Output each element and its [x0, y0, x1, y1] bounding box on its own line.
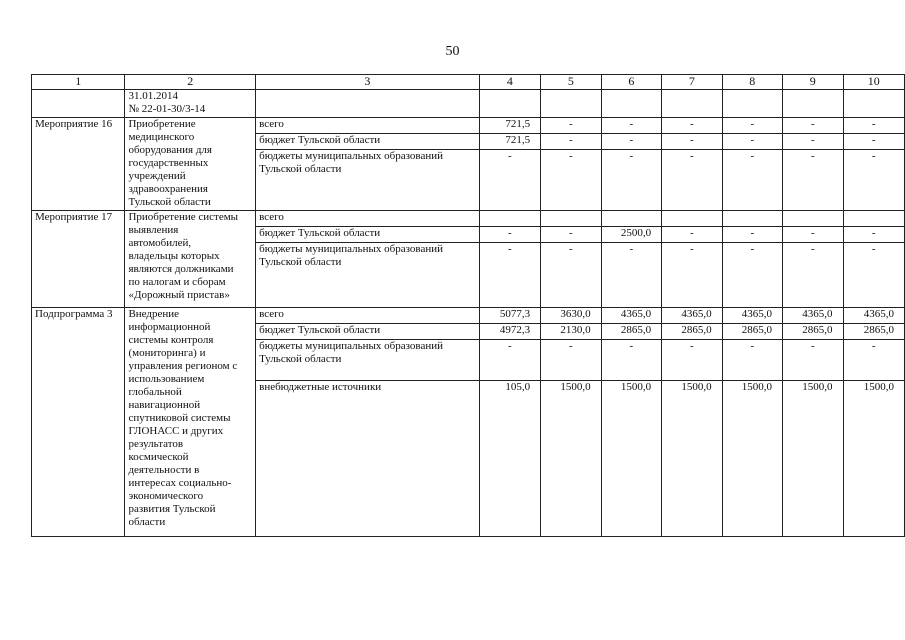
- value-cell-year-4: 5077,3: [479, 308, 540, 324]
- value-cell-year-8: -: [722, 118, 782, 134]
- value-cell-year-8: -: [722, 340, 782, 381]
- funding-source-cell: всего: [256, 118, 480, 134]
- cont-empty-cell: [601, 90, 661, 118]
- header-row: [32, 75, 905, 90]
- group-label-cell: Подпрограмма 3: [32, 308, 125, 537]
- header-cell-1: 1: [32, 75, 125, 90]
- description-line: Внедрение: [128, 308, 180, 320]
- value-cell-year-4: [479, 211, 540, 227]
- description-line: Приобретение: [128, 118, 196, 130]
- value-cell-year-10: -: [843, 150, 904, 211]
- value-cell-year-5: -: [541, 340, 601, 381]
- value-cell-year-4: 4972,3: [479, 324, 540, 340]
- value-cell-year-5: -: [541, 118, 601, 134]
- cont-empty-cell: [783, 90, 843, 118]
- value-cell-year-9: -: [783, 243, 843, 308]
- value-cell-year-8: [722, 211, 782, 227]
- value-cell-year-10: 2865,0: [843, 324, 904, 340]
- budget-table: [31, 74, 905, 537]
- description-line: оборудования для: [128, 144, 212, 156]
- value-cell-year-10: -: [843, 243, 904, 308]
- value-cell-year-5: -: [541, 227, 601, 243]
- value-cell-year-8: 1500,0: [722, 381, 782, 537]
- description-line: использованием: [128, 373, 205, 385]
- cont-empty-cell: [256, 90, 480, 118]
- doc-ref-line: № 22-01-30/3-14: [128, 103, 206, 115]
- description-line: области: [128, 516, 166, 528]
- description-line: владельцы которых: [128, 250, 220, 262]
- value-cell-year-9: [783, 211, 843, 227]
- value-cell-year-5: 3630,0: [541, 308, 601, 324]
- value-cell-year-4: 721,5: [479, 118, 540, 134]
- value-cell-year-4: 721,5: [479, 134, 540, 150]
- value-cell-year-6: 4365,0: [601, 308, 661, 324]
- value-cell-year-7: 2865,0: [662, 324, 722, 340]
- description-line: являются должниками: [128, 263, 234, 275]
- description-line: медицинского: [128, 131, 195, 143]
- value-cell-year-4: -: [479, 227, 540, 243]
- description-line: интересах социально-: [128, 477, 232, 489]
- value-cell-year-4: -: [479, 243, 540, 308]
- cont-doc-ref-cell: [125, 90, 256, 118]
- funding-source-cell: бюджеты муниципальных образований Тульской области: [256, 340, 480, 381]
- value-cell-year-10: -: [843, 134, 904, 150]
- cont-empty-cell: [722, 90, 782, 118]
- value-cell-year-8: -: [722, 134, 782, 150]
- value-cell-year-6: -: [601, 118, 661, 134]
- value-cell-year-9: -: [783, 134, 843, 150]
- description-line: управления регионом с: [128, 360, 238, 372]
- description-line: космической: [128, 451, 189, 463]
- value-cell-year-7: -: [662, 227, 722, 243]
- value-cell-year-9: 2865,0: [783, 324, 843, 340]
- group-description-cell: [125, 211, 256, 308]
- value-cell-year-10: 4365,0: [843, 308, 904, 324]
- description-line: выявления: [128, 224, 179, 236]
- description-line: навигационной: [128, 399, 201, 411]
- description-line: автомобилей,: [128, 237, 192, 249]
- description-line: развития Тульской: [128, 503, 216, 515]
- source-row: [32, 211, 905, 227]
- description-line: здравоохранения: [128, 183, 208, 195]
- value-cell-year-9: -: [783, 340, 843, 381]
- value-cell-year-4: -: [479, 150, 540, 211]
- description-line: Приобретение системы: [128, 211, 239, 223]
- value-cell-year-9: 1500,0: [783, 381, 843, 537]
- value-cell-year-6: -: [601, 243, 661, 308]
- value-cell-year-6: [601, 211, 661, 227]
- value-cell-year-10: -: [843, 227, 904, 243]
- value-cell-year-6: 1500,0: [601, 381, 661, 537]
- value-cell-year-8: -: [722, 243, 782, 308]
- value-cell-year-7: -: [662, 243, 722, 308]
- header-cell-2: 2: [125, 75, 256, 90]
- value-cell-year-7: -: [662, 134, 722, 150]
- cont-empty-cell: [843, 90, 904, 118]
- value-cell-year-5: 1500,0: [541, 381, 601, 537]
- value-cell-year-6: 2865,0: [601, 324, 661, 340]
- value-cell-year-7: -: [662, 150, 722, 211]
- description-line: информационной: [128, 321, 211, 333]
- funding-source-cell: всего: [256, 211, 480, 227]
- description-line: экономического: [128, 490, 204, 502]
- header-cell-3: 3: [256, 75, 480, 90]
- header-cell-5: 5: [541, 75, 601, 90]
- value-cell-year-10: [843, 211, 904, 227]
- group-description-cell: [125, 308, 256, 537]
- header-cell-7: 7: [662, 75, 722, 90]
- value-cell-year-5: -: [541, 150, 601, 211]
- funding-source-cell: бюджет Тульской области: [256, 227, 480, 243]
- value-cell-year-8: -: [722, 150, 782, 211]
- description-line: спутниковой системы: [128, 412, 231, 424]
- description-line: ГЛОНАСС и других: [128, 425, 224, 437]
- funding-source-cell: бюджет Тульской области: [256, 134, 480, 150]
- funding-source-cell: всего: [256, 308, 480, 324]
- value-cell-year-9: -: [783, 150, 843, 211]
- value-cell-year-10: -: [843, 340, 904, 381]
- value-cell-year-8: 4365,0: [722, 308, 782, 324]
- header-cell-9: 9: [783, 75, 843, 90]
- header-cell-8: 8: [722, 75, 782, 90]
- value-cell-year-6: -: [601, 134, 661, 150]
- value-cell-year-8: -: [722, 227, 782, 243]
- value-cell-year-5: 2130,0: [541, 324, 601, 340]
- description-line: (мониторинга) и: [128, 347, 206, 359]
- funding-source-cell: бюджеты муниципальных образований Тульской области: [256, 243, 480, 308]
- description-line: учреждений: [128, 170, 186, 182]
- page-number: 50: [445, 44, 460, 59]
- description-line: результатов: [128, 438, 184, 450]
- description-line: системы контроля: [128, 334, 214, 346]
- description-line: «Дорожный пристав»: [128, 289, 230, 301]
- value-cell-year-6: -: [601, 340, 661, 381]
- source-row: [32, 308, 905, 324]
- funding-source-cell: внебюджетные источники: [256, 381, 480, 537]
- value-cell-year-9: 4365,0: [783, 308, 843, 324]
- value-cell-year-10: -: [843, 118, 904, 134]
- group-label-cell: Мероприятие 16: [32, 118, 125, 211]
- description-line: деятельности в: [128, 464, 200, 476]
- description-line: Тульской области: [128, 196, 211, 208]
- value-cell-year-7: 4365,0: [662, 308, 722, 324]
- value-cell-year-6: -: [601, 150, 661, 211]
- value-cell-year-7: [662, 211, 722, 227]
- value-cell-year-7: -: [662, 118, 722, 134]
- doc-ref-line: 31.01.2014: [128, 90, 178, 102]
- cont-empty-cell: [479, 90, 540, 118]
- value-cell-year-7: -: [662, 340, 722, 381]
- value-cell-year-6: 2500,0: [601, 227, 661, 243]
- value-cell-year-4: -: [479, 340, 540, 381]
- source-row: [32, 118, 905, 134]
- description-line: глобальной: [128, 386, 182, 398]
- value-cell-year-5: -: [541, 243, 601, 308]
- value-cell-year-9: -: [783, 227, 843, 243]
- continuation-row: [32, 90, 905, 118]
- value-cell-year-10: 1500,0: [843, 381, 904, 537]
- cont-col1-cell: [32, 90, 125, 118]
- header-cell-6: 6: [601, 75, 661, 90]
- funding-source-cell: бюджет Тульской области: [256, 324, 480, 340]
- funding-source-cell: бюджеты муниципальных образований Тульской области: [256, 150, 480, 211]
- value-cell-year-5: -: [541, 134, 601, 150]
- header-cell-10: 10: [843, 75, 904, 90]
- cont-empty-cell: [662, 90, 722, 118]
- value-cell-year-5: [541, 211, 601, 227]
- value-cell-year-4: 105,0: [479, 381, 540, 537]
- description-line: государственных: [128, 157, 209, 169]
- value-cell-year-8: 2865,0: [722, 324, 782, 340]
- value-cell-year-7: 1500,0: [662, 381, 722, 537]
- cont-empty-cell: [541, 90, 601, 118]
- header-cell-4: 4: [479, 75, 540, 90]
- group-label-cell: Мероприятие 17: [32, 211, 125, 308]
- group-description-cell: [125, 118, 256, 211]
- value-cell-year-9: -: [783, 118, 843, 134]
- description-line: по налогам и сборам: [128, 276, 226, 288]
